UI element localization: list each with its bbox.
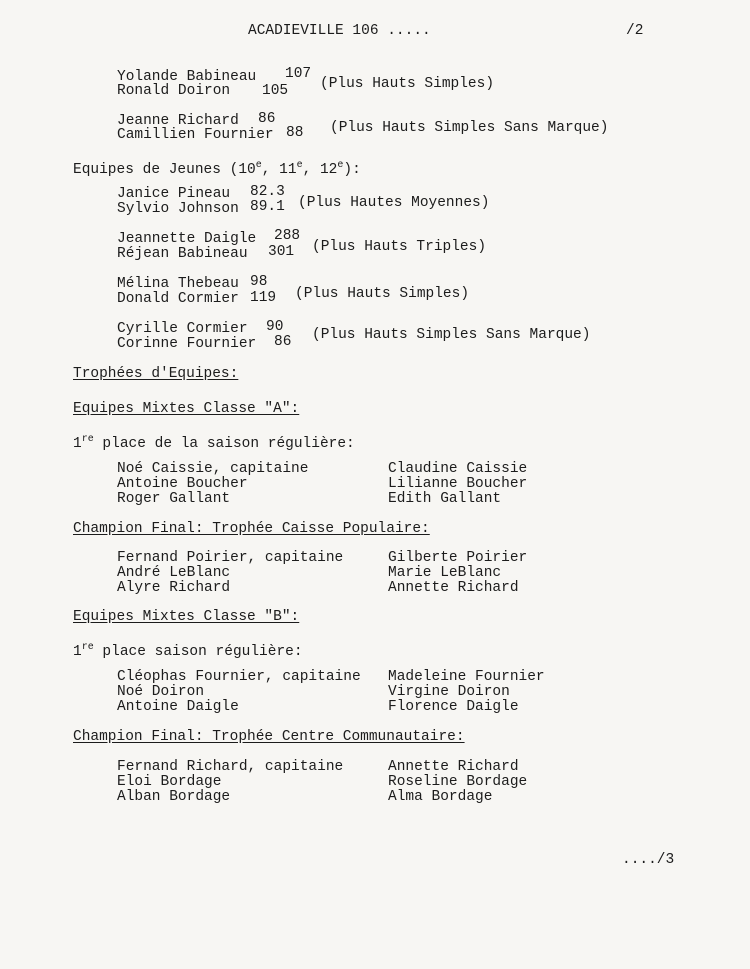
award-score: 89.1: [250, 199, 285, 215]
award-score: 90: [266, 319, 284, 335]
award-score: 288: [274, 228, 301, 244]
award-category: (Plus Hauts Simples): [320, 76, 495, 92]
team-member: Antoine Boucher: [117, 476, 248, 492]
team-member: Noé Caissie, capitaine: [117, 461, 309, 477]
team-member: Annette Richard: [388, 580, 519, 596]
award-name: Réjean Babineau: [117, 246, 248, 262]
class-a-final-heading: Champion Final: Trophée Caisse Populaire:: [73, 521, 430, 537]
award-name: Ronald Doiron: [117, 83, 231, 99]
team-member: Florence Daigle: [388, 699, 519, 715]
team-member: Madeleine Fournier: [388, 669, 545, 685]
class-b-regular-season-heading: 1re place saison régulière:: [73, 642, 303, 660]
award-name: Cyrille Cormier: [117, 321, 248, 337]
team-member: Lilianne Boucher: [388, 476, 528, 492]
class-b-final-heading: Champion Final: Trophée Centre Communautaire:: [73, 729, 465, 745]
team-trophies-heading: Trophées d'Equipes:: [73, 366, 239, 382]
award-name: Jeannette Daigle: [117, 231, 257, 247]
team-member: Fernand Poirier, capitaine: [117, 550, 344, 566]
team-member: Alyre Richard: [117, 580, 231, 596]
team-member: Annette Richard: [388, 759, 519, 775]
team-member: André LeBlanc: [117, 565, 231, 581]
award-score: 107: [285, 66, 312, 82]
award-name: Yolande Babineau: [117, 69, 257, 85]
team-member: Claudine Caissie: [388, 461, 528, 477]
youth-teams-heading: Equipes de Jeunes (10e, 11e, 12e):: [73, 160, 361, 178]
award-name: Corinne Fournier: [117, 336, 257, 352]
award-name: Mélina Thebeau: [117, 276, 239, 292]
award-name: Janice Pineau: [117, 186, 231, 202]
class-a-heading: Equipes Mixtes Classe "A":: [73, 401, 300, 417]
award-score: 119: [250, 290, 277, 306]
continuation-marker: ..../3: [622, 852, 675, 868]
award-name: Sylvio Johnson: [117, 201, 239, 217]
team-member: Fernand Richard, capitaine: [117, 759, 344, 775]
award-score: 301: [268, 244, 295, 260]
award-category: (Plus Hauts Triples): [312, 239, 487, 255]
award-category: (Plus Hauts Simples Sans Marque): [312, 327, 591, 343]
award-name: Jeanne Richard: [117, 113, 239, 129]
team-member: Marie LeBlanc: [388, 565, 502, 581]
team-member: Roger Gallant: [117, 491, 231, 507]
team-member: Edith Gallant: [388, 491, 502, 507]
team-member: Cléophas Fournier, capitaine: [117, 669, 361, 685]
award-score: 88: [286, 125, 304, 141]
award-score: 86: [258, 111, 276, 127]
award-score: 98: [250, 274, 268, 290]
team-member: Alma Bordage: [388, 789, 493, 805]
team-member: Antoine Daigle: [117, 699, 239, 715]
award-score: 105: [262, 83, 289, 99]
team-member: Noé Doiron: [117, 684, 205, 700]
class-a-regular-season-heading: 1re place de la saison régulière:: [73, 434, 355, 452]
document-header-title: ACADIEVILLE 106 .....: [248, 23, 431, 39]
award-score: 86: [274, 334, 292, 350]
award-score: 82.3: [250, 184, 285, 200]
award-name: Camillien Fournier: [117, 127, 274, 143]
team-member: Roseline Bordage: [388, 774, 528, 790]
award-name: Donald Cormier: [117, 291, 239, 307]
team-member: Eloi Bordage: [117, 774, 222, 790]
award-category: (Plus Hautes Moyennes): [298, 195, 490, 211]
team-member: Alban Bordage: [117, 789, 231, 805]
class-b-heading: Equipes Mixtes Classe "B":: [73, 609, 300, 625]
team-member: Gilberte Poirier: [388, 550, 528, 566]
award-category: (Plus Hauts Simples Sans Marque): [330, 120, 609, 136]
team-member: Virgine Doiron: [388, 684, 510, 700]
page-number: /2: [626, 23, 644, 39]
award-category: (Plus Hauts Simples): [295, 286, 470, 302]
